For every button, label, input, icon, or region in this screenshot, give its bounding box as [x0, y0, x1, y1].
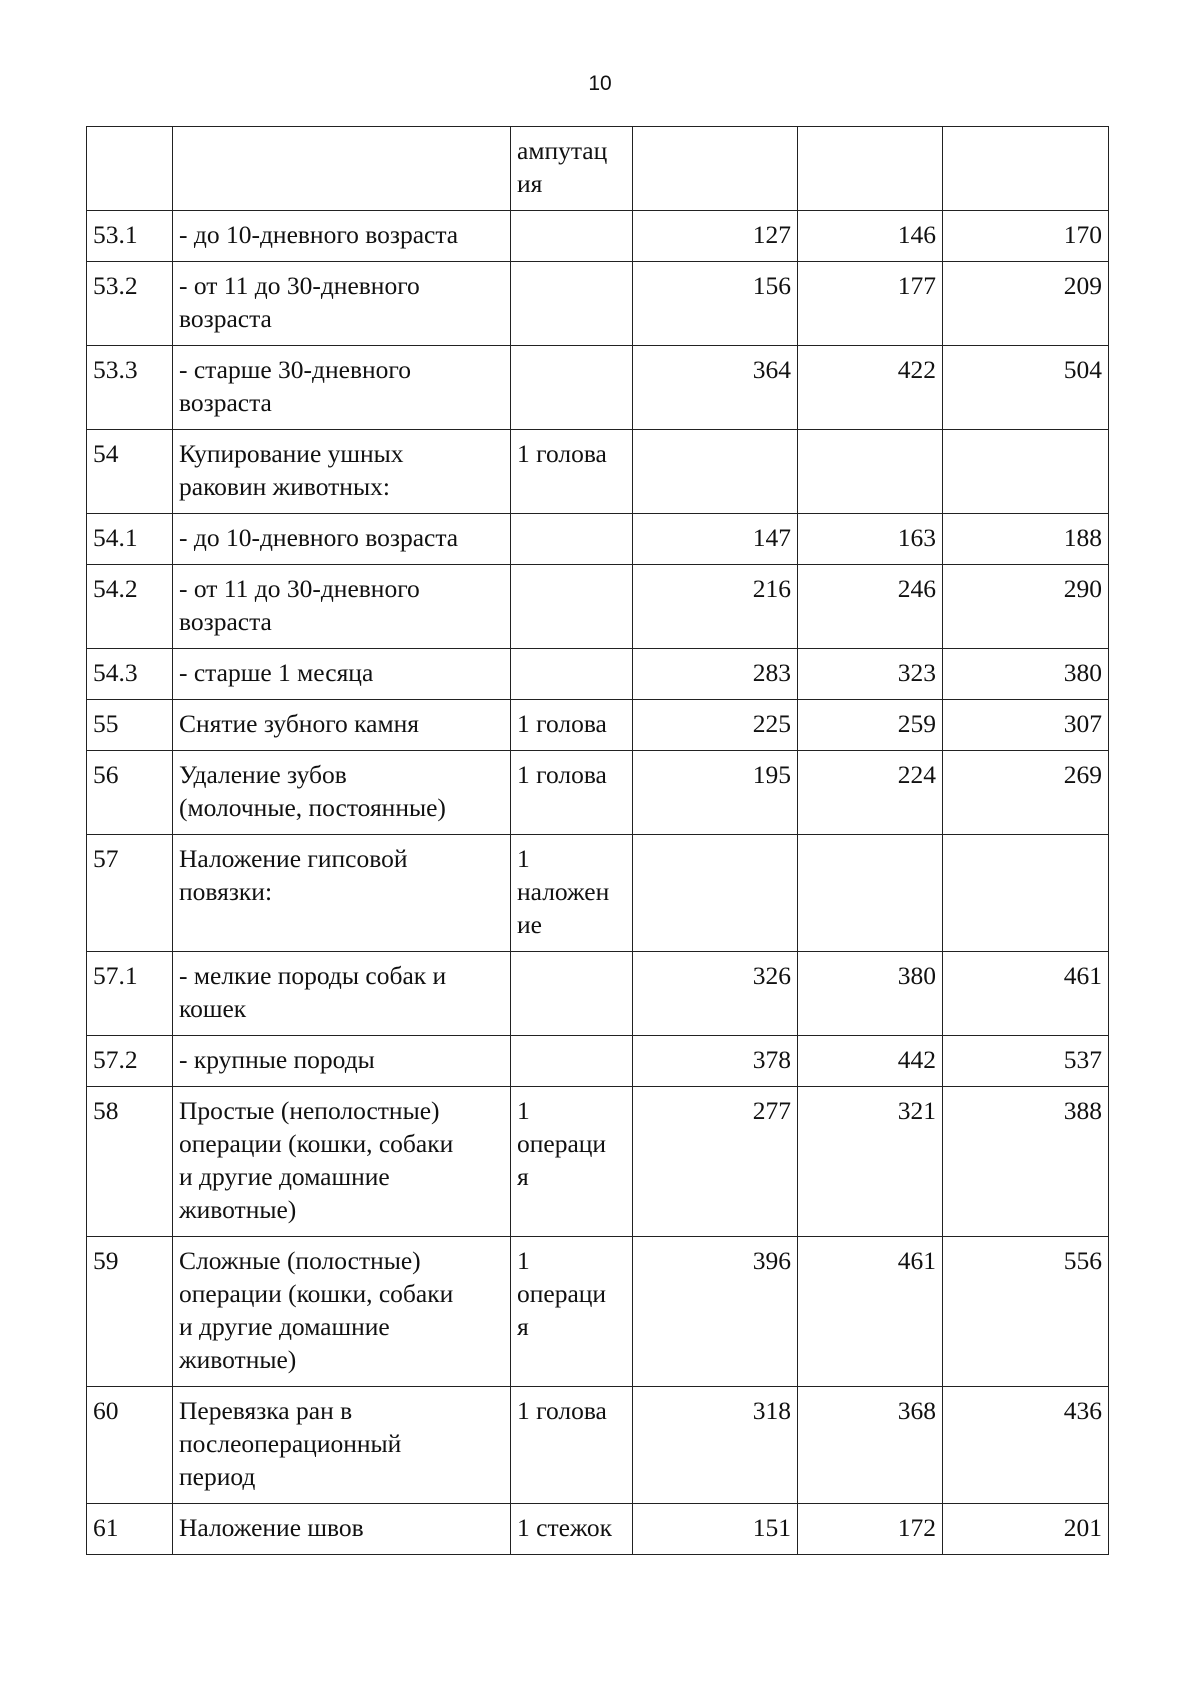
price-1-cell: 326 [633, 952, 798, 1036]
price-2-cell: 163 [798, 514, 943, 565]
unit-cell [511, 952, 633, 1036]
unit-cell [511, 262, 633, 346]
unit-cell [511, 565, 633, 649]
item-number-cell: 55 [87, 700, 173, 751]
price-1-cell: 195 [633, 751, 798, 835]
price-2-cell [798, 430, 943, 514]
table-row [87, 430, 1109, 514]
price-1-cell: 396 [633, 1237, 798, 1387]
price-1-cell: 277 [633, 1087, 798, 1237]
table-row [87, 346, 1109, 430]
service-name-cell [173, 127, 511, 211]
item-number-cell: 61 [87, 1504, 173, 1555]
item-number-cell: 57.2 [87, 1036, 173, 1087]
price-2-cell: 224 [798, 751, 943, 835]
price-1-cell [633, 127, 798, 211]
price-3-cell: 201 [943, 1504, 1109, 1555]
price-2-cell: 177 [798, 262, 943, 346]
table-row [87, 211, 1109, 262]
item-number-cell: 54.3 [87, 649, 173, 700]
table-row [87, 514, 1109, 565]
table-row [87, 1387, 1109, 1504]
price-3-cell: 461 [943, 952, 1109, 1036]
unit-cell [511, 1036, 633, 1087]
price-2-cell: 380 [798, 952, 943, 1036]
table-row [87, 1504, 1109, 1555]
table-row [87, 262, 1109, 346]
service-name-cell: - старше 1 месяца [173, 649, 511, 700]
price-3-cell [943, 127, 1109, 211]
unit-cell [511, 649, 633, 700]
service-name-cell: - от 11 до 30-дневного возраста [173, 565, 511, 649]
price-2-cell: 368 [798, 1387, 943, 1504]
price-3-cell: 170 [943, 211, 1109, 262]
price-1-cell [633, 430, 798, 514]
price-2-cell: 259 [798, 700, 943, 751]
item-number-cell: 57 [87, 835, 173, 952]
price-2-cell: 461 [798, 1237, 943, 1387]
unit-cell: 1 наложен ие [511, 835, 633, 952]
item-number-cell: 57.1 [87, 952, 173, 1036]
price-1-cell: 216 [633, 565, 798, 649]
price-3-cell: 307 [943, 700, 1109, 751]
price-2-cell [798, 127, 943, 211]
service-name-cell: - от 11 до 30-дневного возраста [173, 262, 511, 346]
service-name-cell: - старше 30-дневного возраста [173, 346, 511, 430]
price-3-cell: 290 [943, 565, 1109, 649]
price-1-cell: 151 [633, 1504, 798, 1555]
item-number-cell: 53.2 [87, 262, 173, 346]
price-3-cell [943, 835, 1109, 952]
unit-cell [511, 211, 633, 262]
item-number-cell: 58 [87, 1087, 173, 1237]
price-2-cell: 442 [798, 1036, 943, 1087]
price-3-cell: 380 [943, 649, 1109, 700]
price-2-cell: 321 [798, 1087, 943, 1237]
price-1-cell: 156 [633, 262, 798, 346]
price-1-cell: 378 [633, 1036, 798, 1087]
table-row [87, 1036, 1109, 1087]
service-name-cell: - до 10-дневного возраста [173, 211, 511, 262]
price-2-cell: 422 [798, 346, 943, 430]
unit-cell: 1 голова [511, 1387, 633, 1504]
service-name-cell: Снятие зубного камня [173, 700, 511, 751]
price-1-cell: 364 [633, 346, 798, 430]
price-2-cell: 172 [798, 1504, 943, 1555]
price-3-cell: 436 [943, 1387, 1109, 1504]
price-3-cell: 388 [943, 1087, 1109, 1237]
item-number-cell: 56 [87, 751, 173, 835]
table-row [87, 700, 1109, 751]
page-number: 10 [588, 72, 612, 95]
price-table [86, 126, 1109, 1555]
table-row [87, 751, 1109, 835]
price-1-cell: 147 [633, 514, 798, 565]
item-number-cell: 53.3 [87, 346, 173, 430]
price-2-cell [798, 835, 943, 952]
price-1-cell: 318 [633, 1387, 798, 1504]
price-3-cell: 556 [943, 1237, 1109, 1387]
price-3-cell: 269 [943, 751, 1109, 835]
item-number-cell: 59 [87, 1237, 173, 1387]
table-row [87, 835, 1109, 952]
unit-cell: 1 голова [511, 430, 633, 514]
unit-cell [511, 514, 633, 565]
service-name-cell: Наложение швов [173, 1504, 511, 1555]
price-1-cell: 127 [633, 211, 798, 262]
table-row [87, 1087, 1109, 1237]
table-row [87, 649, 1109, 700]
price-3-cell: 188 [943, 514, 1109, 565]
table-row [87, 1237, 1109, 1387]
price-3-cell: 504 [943, 346, 1109, 430]
unit-cell: 1 операци я [511, 1237, 633, 1387]
service-name-cell: - крупные породы [173, 1036, 511, 1087]
price-1-cell [633, 835, 798, 952]
item-number-cell: 54 [87, 430, 173, 514]
item-number-cell: 60 [87, 1387, 173, 1504]
service-name-cell: Простые (неполостные) операции (кошки, собаки и другие домашние животные) [173, 1087, 511, 1237]
item-number-cell: 53.1 [87, 211, 173, 262]
table-row [87, 127, 1109, 211]
table-row [87, 565, 1109, 649]
service-name-cell: - до 10-дневного возраста [173, 514, 511, 565]
price-3-cell: 537 [943, 1036, 1109, 1087]
price-3-cell: 209 [943, 262, 1109, 346]
service-name-cell: Купирование ушных раковин животных: [173, 430, 511, 514]
unit-cell: 1 голова [511, 700, 633, 751]
unit-cell: 1 голова [511, 751, 633, 835]
service-name-cell: Удаление зубов (молочные, постоянные) [173, 751, 511, 835]
item-number-cell: 54.1 [87, 514, 173, 565]
price-1-cell: 225 [633, 700, 798, 751]
price-3-cell [943, 430, 1109, 514]
item-number-cell [87, 127, 173, 211]
unit-cell [511, 346, 633, 430]
item-number-cell: 54.2 [87, 565, 173, 649]
unit-cell: 1 стежок [511, 1504, 633, 1555]
table-row [87, 952, 1109, 1036]
price-1-cell: 283 [633, 649, 798, 700]
unit-cell: ампутац ия [511, 127, 633, 211]
table-body [87, 127, 1109, 1555]
service-name-cell: Наложение гипсовой повязки: [173, 835, 511, 952]
price-2-cell: 146 [798, 211, 943, 262]
price-2-cell: 246 [798, 565, 943, 649]
service-name-cell: - мелкие породы собак и кошек [173, 952, 511, 1036]
service-name-cell: Перевязка ран в послеоперационный период [173, 1387, 511, 1504]
price-2-cell: 323 [798, 649, 943, 700]
service-name-cell: Сложные (полостные) операции (кошки, собаки и другие домашние животные) [173, 1237, 511, 1387]
unit-cell: 1 операци я [511, 1087, 633, 1237]
